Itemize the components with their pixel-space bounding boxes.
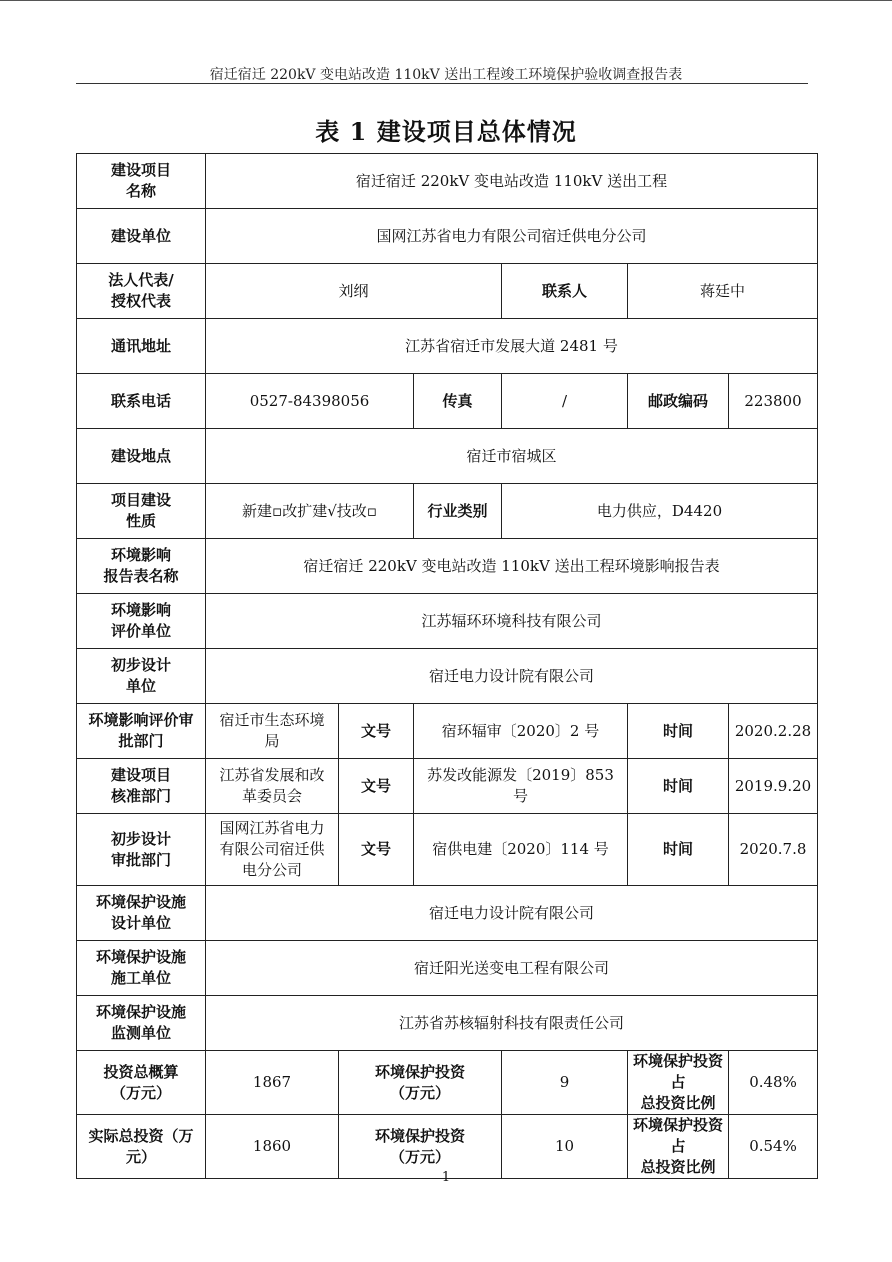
label-phone: 联系电话: [77, 374, 206, 429]
value-est-total-invest: 1867: [206, 1051, 339, 1115]
table-row: [77, 264, 818, 319]
top-border-line: [0, 0, 892, 1]
label-nature: 项目建设 性质: [77, 484, 206, 539]
value-prelim-doc-no: 宿供电建〔2020〕114 号: [414, 814, 628, 886]
table-row: [77, 539, 818, 594]
label-legal-rep: 法人代表/ 授权代表: [77, 264, 206, 319]
label-fax: 传真: [414, 374, 502, 429]
value-eia-unit: 江苏辐环环境科技有限公司: [206, 594, 818, 649]
table-row: [77, 886, 818, 941]
value-project-doc-no: 苏发改能源发〔2019〕853 号: [414, 759, 628, 814]
header-rule: [76, 83, 808, 84]
table-row: [77, 759, 818, 814]
table-row: [77, 941, 818, 996]
label-project-name: 建设项目 名称: [77, 154, 206, 209]
value-address: 江苏省宿迁市发展大道 2481 号: [206, 319, 818, 374]
page-number: 1: [441, 1170, 451, 1185]
label-eia-approval-dept: 环境影响评价审 批部门: [77, 704, 206, 759]
label-prelim-time: 时间: [628, 814, 729, 886]
label-location: 建设地点: [77, 429, 206, 484]
label-builder: 建设单位: [77, 209, 206, 264]
table-row: [77, 1051, 818, 1115]
value-phone: 0527-84398056: [206, 374, 414, 429]
label-contact: 联系人: [502, 264, 628, 319]
value-est-env-invest: 9: [502, 1051, 628, 1115]
label-address: 通讯地址: [77, 319, 206, 374]
value-postcode: 223800: [729, 374, 818, 429]
table-row: [77, 484, 818, 539]
value-industry: 电力供应，D4420: [502, 484, 818, 539]
label-eia-report-name: 环境影响 报告表名称: [77, 539, 206, 594]
label-eia-doc-no: 文号: [339, 704, 414, 759]
table-row: [77, 996, 818, 1051]
label-industry: 行业类别: [414, 484, 502, 539]
value-actual-env-ratio: 0.54%: [729, 1115, 818, 1179]
value-est-env-ratio: 0.48%: [729, 1051, 818, 1115]
value-project-approval-dept: 江苏省发展和改 革委员会: [206, 759, 339, 814]
label-project-doc-no: 文号: [339, 759, 414, 814]
table-row: [77, 649, 818, 704]
value-eia-report-name: 宿迁宿迁 220kV 变电站改造 110kV 送出工程环境影响报告表: [206, 539, 818, 594]
label-env-design-unit: 环境保护设施 设计单位: [77, 886, 206, 941]
value-eia-time: 2020.2.28: [729, 704, 818, 759]
table-row: [77, 209, 818, 264]
page-title: 表 1 建设项目总体情况: [315, 117, 577, 146]
value-prelim-time: 2020.7.8: [729, 814, 818, 886]
value-fax: /: [502, 374, 628, 429]
value-env-monitor-unit: 江苏省苏核辐射科技有限责任公司: [206, 996, 818, 1051]
table-row: [77, 814, 818, 886]
label-actual-env-invest: 环境保护投资 （万元）: [339, 1115, 502, 1179]
label-env-monitor-unit: 环境保护设施 监测单位: [77, 996, 206, 1051]
value-eia-doc-no: 宿环辐审〔2020〕2 号: [414, 704, 628, 759]
label-prelim-approval-dept: 初步设计 审批部门: [77, 814, 206, 886]
label-prelim-design-unit: 初步设计 单位: [77, 649, 206, 704]
value-eia-approval-dept: 宿迁市生态环境 局: [206, 704, 339, 759]
label-eia-time: 时间: [628, 704, 729, 759]
table-row: [77, 594, 818, 649]
value-env-design-unit: 宿迁电力设计院有限公司: [206, 886, 818, 941]
label-prelim-doc-no: 文号: [339, 814, 414, 886]
table-row: [77, 429, 818, 484]
value-nature: 新建▫改扩建√技改▫: [206, 484, 414, 539]
label-project-approval-dept: 建设项目 核准部门: [77, 759, 206, 814]
running-header: 宿迁宿迁 220kV 变电站改造 110kV 送出工程竣工环境保护验收调查报告表: [209, 67, 683, 83]
value-builder: 国网江苏省电力有限公司宿迁供电分公司: [206, 209, 818, 264]
project-overview-table: [76, 153, 818, 1179]
label-est-env-invest: 环境保护投资 （万元）: [339, 1051, 502, 1115]
label-postcode: 邮政编码: [628, 374, 729, 429]
value-actual-env-invest: 10: [502, 1115, 628, 1179]
value-project-time: 2019.9.20: [729, 759, 818, 814]
value-prelim-design-unit: 宿迁电力设计院有限公司: [206, 649, 818, 704]
label-actual-env-ratio: 环境保护投资占 总投资比例: [628, 1115, 729, 1179]
value-env-construct-unit: 宿迁阳光送变电工程有限公司: [206, 941, 818, 996]
label-project-time: 时间: [628, 759, 729, 814]
table-row: [77, 154, 818, 209]
value-actual-total-invest: 1860: [206, 1115, 339, 1179]
table-row: [77, 374, 818, 429]
table-row: [77, 1115, 818, 1179]
label-env-construct-unit: 环境保护设施 施工单位: [77, 941, 206, 996]
label-est-env-ratio: 环境保护投资占 总投资比例: [628, 1051, 729, 1115]
value-prelim-approval-dept: 国网江苏省电力 有限公司宿迁供 电分公司: [206, 814, 339, 886]
label-est-total-invest: 投资总概算 （万元）: [77, 1051, 206, 1115]
table-row: [77, 704, 818, 759]
value-project-name: 宿迁宿迁 220kV 变电站改造 110kV 送出工程: [206, 154, 818, 209]
label-eia-unit: 环境影响 评价单位: [77, 594, 206, 649]
label-actual-total-invest: 实际总投资（万 元）: [77, 1115, 206, 1179]
value-location: 宿迁市宿城区: [206, 429, 818, 484]
value-contact: 蒋廷中: [628, 264, 818, 319]
value-legal-rep: 刘纲: [206, 264, 502, 319]
table-row: [77, 319, 818, 374]
